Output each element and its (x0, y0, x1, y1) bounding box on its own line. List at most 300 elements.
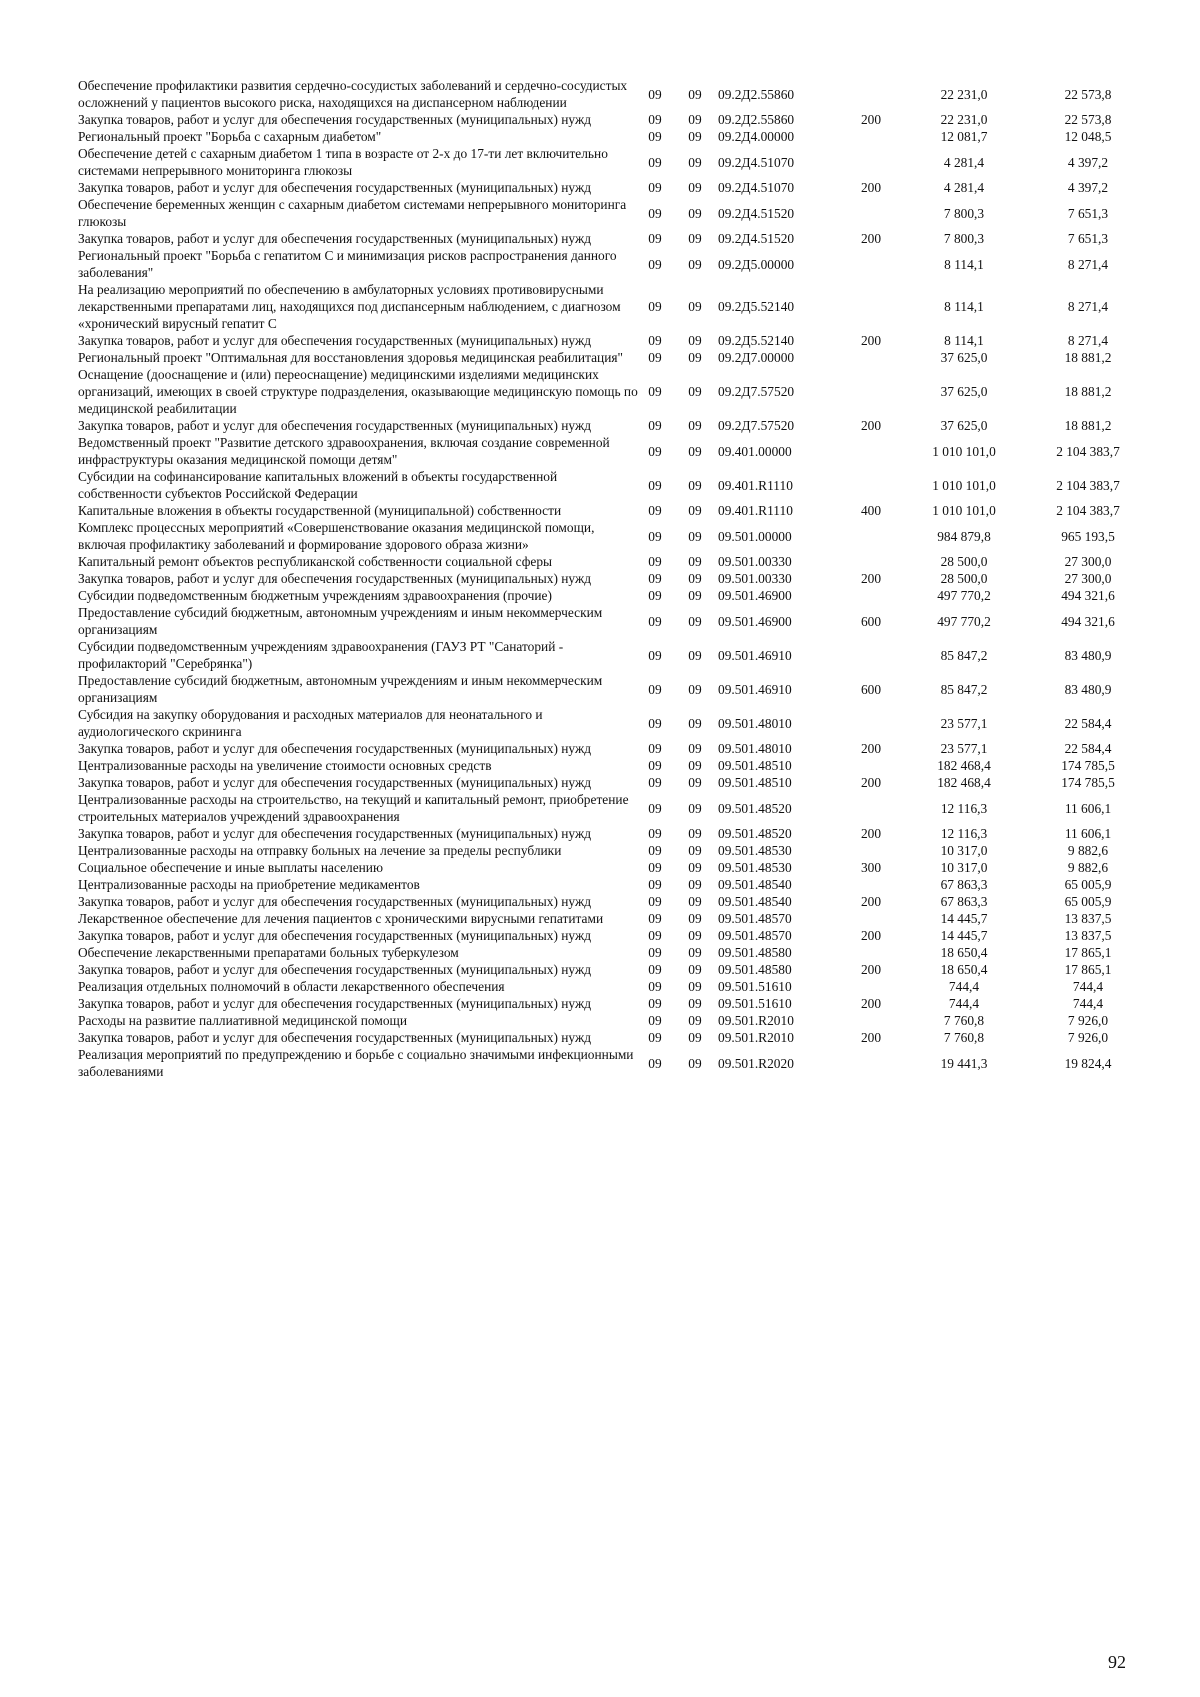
row-target-article: 09.401.00000 (718, 443, 792, 459)
row-subsection: 09 (688, 86, 702, 102)
row-expense-type: 200 (860, 894, 882, 909)
row-subsection: 09 (688, 231, 702, 246)
table-row (78, 1029, 1150, 1046)
row-subsection: 09 (688, 256, 702, 272)
row-subsection: 09 (688, 894, 702, 909)
row-subsection: 09 (688, 554, 702, 569)
row-name: Субсидии подведомственным бюджетным учреждениям здравоохранения (прочие) (78, 588, 552, 603)
table-row (78, 672, 1150, 706)
row-target-article: 09.501.48010 (718, 715, 792, 731)
row-amount-year2: 965 193,5 (1061, 528, 1115, 544)
row-target-article: 09.501.48570 (718, 911, 792, 926)
row-section: 09 (648, 741, 662, 756)
row-amount-year1: 497 770,2 (937, 588, 991, 603)
row-name: Закупка товаров, работ и услуг для обеспечения государственных (муниципальных) нужд (78, 112, 592, 127)
row-amount-year1: 8 114,1 (944, 299, 984, 314)
row-subsection: 09 (688, 877, 702, 892)
budget-table-body (78, 77, 1150, 1080)
row-subsection: 09 (688, 443, 702, 459)
row-amount-year2: 11 606,1 (1064, 826, 1112, 841)
row-subsection: 09 (688, 180, 702, 195)
row-section: 09 (648, 256, 662, 272)
row-section: 09 (648, 1055, 662, 1071)
row-amount-year2: 27 300,0 (1064, 554, 1112, 569)
table-row (78, 145, 1150, 179)
row-target-article: 09.401.R1110 (718, 477, 793, 493)
row-target-article: 09.2Д5.52140 (718, 333, 795, 348)
row-amount-year1: 744,4 (948, 979, 980, 994)
row-target-article: 09.501.00000 (718, 528, 792, 544)
row-expense-type (840, 349, 902, 366)
row-target-article: 09.2Д4.51070 (718, 180, 795, 195)
row-section: 09 (648, 384, 662, 399)
row-section: 09 (648, 333, 662, 348)
table-row (78, 366, 1150, 417)
row-subsection: 09 (688, 945, 702, 960)
row-name: Региональный проект "Борьба с гепатитом С и минимизация рисков распространения данного заболевания" (78, 248, 617, 280)
row-expense-type: 200 (860, 1030, 882, 1045)
row-amount-year1: 19 441,3 (940, 1055, 988, 1071)
row-target-article: 09.501.46910 (718, 647, 792, 663)
row-target-article: 09.501.00330 (718, 571, 792, 586)
row-expense-type (840, 468, 902, 502)
row-amount-year1: 12 081,7 (940, 129, 988, 144)
row-subsection: 09 (688, 528, 702, 544)
table-row (78, 944, 1150, 961)
row-amount-year2: 2 104 383,7 (1056, 477, 1120, 493)
row-name: Капитальный ремонт объектов республиканской собственности социальной сферы (78, 554, 553, 569)
row-expense-type: 200 (860, 333, 882, 348)
row-amount-year2: 11 606,1 (1064, 800, 1112, 816)
row-expense-type (840, 757, 902, 774)
row-expense-type: 200 (860, 112, 882, 127)
row-target-article: 09.501.46910 (718, 681, 792, 697)
row-target-article: 09.501.46900 (718, 588, 792, 603)
row-target-article: 09.2Д4.51520 (718, 205, 795, 221)
row-name: Обеспечение беременных женщин с сахарным диабетом системами непрерывного мониторинга глюкозы (78, 197, 627, 229)
row-amount-year1: 182 468,4 (937, 775, 991, 790)
table-row (78, 791, 1150, 825)
row-amount-year2: 22 573,8 (1064, 86, 1112, 102)
row-name: Закупка товаров, работ и услуг для обеспечения государственных (муниципальных) нужд (78, 996, 592, 1011)
row-amount-year2: 2 104 383,7 (1056, 503, 1120, 518)
row-target-article: 09.2Д7.57520 (718, 418, 795, 433)
row-expense-type (840, 128, 902, 145)
table-row (78, 961, 1150, 978)
row-amount-year2: 22 573,8 (1064, 112, 1112, 127)
row-subsection: 09 (688, 129, 702, 144)
row-amount-year1: 28 500,0 (940, 571, 988, 586)
row-amount-year1: 28 500,0 (940, 554, 988, 569)
table-row (78, 740, 1150, 757)
row-name: Лекарственное обеспечение для лечения пациентов с хроническими вирусными гепатитами (78, 911, 604, 926)
row-subsection: 09 (688, 843, 702, 858)
row-name: Субсидии на софинансирование капитальных вложений в объекты государственной собственности субъектов Российской Федерации (78, 469, 558, 501)
row-subsection: 09 (688, 205, 702, 221)
row-target-article: 09.501.48520 (718, 826, 792, 841)
row-subsection: 09 (688, 1030, 702, 1045)
row-expense-type: 200 (860, 826, 882, 841)
row-subsection: 09 (688, 911, 702, 926)
table-row (78, 247, 1150, 281)
row-amount-year2: 2 104 383,7 (1056, 443, 1120, 459)
row-amount-year2: 65 005,9 (1064, 894, 1112, 909)
row-expense-type: 200 (860, 741, 882, 756)
row-subsection: 09 (688, 503, 702, 518)
row-name: Субсидия на закупку оборудования и расходных материалов для неонатального и аудиологического скрининга (78, 707, 543, 739)
row-section: 09 (648, 962, 662, 977)
table-row (78, 434, 1150, 468)
row-section: 09 (648, 554, 662, 569)
table-row (78, 859, 1150, 876)
row-amount-year2: 12 048,5 (1064, 129, 1112, 144)
row-name: Централизованные расходы на приобретение медикаментов (78, 877, 420, 892)
page-number: 92 (1108, 1652, 1126, 1672)
row-name: Закупка товаров, работ и услуг для обеспечения государственных (муниципальных) нужд (78, 418, 592, 433)
row-expense-type (840, 587, 902, 604)
row-section: 09 (648, 826, 662, 841)
row-amount-year1: 18 650,4 (940, 945, 988, 960)
table-row (78, 774, 1150, 791)
row-amount-year1: 85 847,2 (940, 681, 988, 697)
row-expense-type: 200 (860, 996, 882, 1011)
row-amount-year2: 18 881,2 (1064, 350, 1112, 365)
row-expense-type (840, 978, 902, 995)
row-subsection: 09 (688, 775, 702, 790)
table-row (78, 825, 1150, 842)
row-name: Обеспечение лекарственными препаратами больных туберкулезом (78, 945, 459, 960)
row-section: 09 (648, 1013, 662, 1028)
row-amount-year1: 67 863,3 (940, 894, 988, 909)
row-expense-type: 200 (860, 928, 882, 943)
row-subsection: 09 (688, 588, 702, 603)
row-amount-year2: 19 824,4 (1064, 1055, 1112, 1071)
row-target-article: 09.501.48530 (718, 860, 792, 875)
row-expense-type (840, 842, 902, 859)
row-target-article: 09.501.00330 (718, 554, 792, 569)
row-name: Обеспечение детей с сахарным диабетом 1 типа в возрасте от 2-х до 17-ти лет включительно системами непрерывного мониторинга глюкозы (78, 146, 608, 178)
row-amount-year1: 37 625,0 (940, 350, 988, 365)
row-subsection: 09 (688, 154, 702, 170)
row-name: Реализация мероприятий по предупреждению и борьбе с социально значимыми инфекционными заболеваниями (78, 1047, 634, 1079)
row-target-article: 09.2Д5.00000 (718, 256, 795, 272)
row-amount-year1: 14 445,7 (940, 911, 988, 926)
row-subsection: 09 (688, 928, 702, 943)
row-expense-type (840, 553, 902, 570)
row-expense-type: 600 (860, 613, 882, 629)
row-name: Реализация отдельных полномочий в области лекарственного обеспечения (78, 979, 505, 994)
row-expense-type: 600 (860, 681, 882, 697)
row-expense-type: 200 (860, 962, 882, 977)
table-row (78, 587, 1150, 604)
row-amount-year1: 12 116,3 (940, 826, 988, 841)
row-name: Субсидии подведомственным учреждениям здравоохранения (ГАУЗ РТ "Санаторий - профилакторий "Серебрянка") (78, 639, 564, 671)
row-amount-year2: 494 321,6 (1061, 613, 1115, 629)
row-amount-year1: 1 010 101,0 (932, 477, 996, 493)
row-subsection: 09 (688, 350, 702, 365)
row-amount-year2: 174 785,5 (1061, 758, 1115, 773)
row-subsection: 09 (688, 333, 702, 348)
row-amount-year1: 7 800,3 (943, 205, 985, 221)
row-amount-year1: 37 625,0 (940, 384, 988, 399)
row-target-article: 09.2Д4.51070 (718, 154, 795, 170)
row-name: Закупка товаров, работ и услуг для обеспечения государственных (муниципальных) нужд (78, 571, 592, 586)
row-section: 09 (648, 418, 662, 433)
row-amount-year2: 13 837,5 (1064, 911, 1112, 926)
row-section: 09 (648, 800, 662, 816)
row-name: Централизованные расходы на увеличение стоимости основных средств (78, 758, 492, 773)
row-expense-type (840, 196, 902, 230)
row-amount-year1: 1 010 101,0 (932, 503, 996, 518)
row-name: Закупка товаров, работ и услуг для обеспечения государственных (муниципальных) нужд (78, 826, 592, 841)
row-amount-year2: 174 785,5 (1061, 775, 1115, 790)
row-subsection: 09 (688, 477, 702, 493)
row-expense-type (840, 876, 902, 893)
row-name: Предоставление субсидий бюджетным, автономным учреждениям и иным некоммерческим организациям (78, 673, 603, 705)
row-name: Обеспечение профилактики развития сердечно-сосудистых заболеваний и сердечно-сосудистых осложнений у пациентов высокого риска, находящихся на диспансерном наблюдении (78, 78, 628, 110)
row-name: Закупка товаров, работ и услуг для обеспечения государственных (муниципальных) нужд (78, 741, 592, 756)
row-name: Закупка товаров, работ и услуг для обеспечения государственных (муниципальных) нужд (78, 333, 592, 348)
row-target-article: 09.501.48580 (718, 945, 792, 960)
row-target-article: 09.501.R2010 (718, 1013, 794, 1028)
row-section: 09 (648, 877, 662, 892)
table-row (78, 893, 1150, 910)
row-amount-year2: 8 271,4 (1067, 299, 1109, 314)
row-subsection: 09 (688, 418, 702, 433)
row-target-article: 09.2Д4.00000 (718, 129, 795, 144)
row-target-article: 09.2Д7.00000 (718, 350, 795, 365)
row-subsection: 09 (688, 860, 702, 875)
row-target-article: 09.501.48540 (718, 877, 792, 892)
row-amount-year1: 7 760,8 (943, 1013, 985, 1028)
row-amount-year2: 83 480,9 (1064, 647, 1112, 663)
row-expense-type (840, 247, 902, 281)
row-amount-year1: 7 760,8 (943, 1030, 985, 1045)
row-subsection: 09 (688, 826, 702, 841)
row-amount-year2: 744,4 (1072, 979, 1104, 994)
table-row (78, 842, 1150, 859)
row-amount-year1: 18 650,4 (940, 962, 988, 977)
row-amount-year2: 9 882,6 (1067, 860, 1109, 875)
row-amount-year1: 22 231,0 (940, 112, 988, 127)
row-section: 09 (648, 528, 662, 544)
row-name: Закупка товаров, работ и услуг для обеспечения государственных (муниципальных) нужд (78, 180, 592, 195)
row-subsection: 09 (688, 299, 702, 314)
row-subsection: 09 (688, 681, 702, 697)
row-target-article: 09.501.48510 (718, 775, 792, 790)
row-expense-type (840, 791, 902, 825)
row-section: 09 (648, 231, 662, 246)
table-row (78, 927, 1150, 944)
row-target-article: 09.501.51610 (718, 979, 792, 994)
row-amount-year2: 13 837,5 (1064, 928, 1112, 943)
row-amount-year1: 7 800,3 (943, 231, 985, 246)
budget-table (78, 77, 1150, 1080)
row-target-article: 09.501.48540 (718, 894, 792, 909)
table-row (78, 230, 1150, 247)
row-section: 09 (648, 588, 662, 603)
row-section: 09 (648, 945, 662, 960)
row-amount-year1: 497 770,2 (937, 613, 991, 629)
row-subsection: 09 (688, 979, 702, 994)
row-target-article: 09.2Д4.51520 (718, 231, 795, 246)
row-target-article: 09.401.R1110 (718, 503, 793, 518)
row-section: 09 (648, 647, 662, 663)
row-name: Закупка товаров, работ и услуг для обеспечения государственных (муниципальных) нужд (78, 775, 592, 790)
row-amount-year2: 83 480,9 (1064, 681, 1112, 697)
row-section: 09 (648, 860, 662, 875)
row-target-article: 09.501.R2010 (718, 1030, 794, 1045)
row-subsection: 09 (688, 613, 702, 629)
row-expense-type: 200 (860, 180, 882, 195)
row-section: 09 (648, 443, 662, 459)
row-section: 09 (648, 758, 662, 773)
table-row (78, 281, 1150, 332)
row-expense-type (840, 366, 902, 417)
row-section: 09 (648, 180, 662, 195)
row-subsection: 09 (688, 1013, 702, 1028)
row-target-article: 09.2Д2.55860 (718, 86, 795, 102)
table-row (78, 128, 1150, 145)
row-subsection: 09 (688, 800, 702, 816)
row-subsection: 09 (688, 1055, 702, 1071)
table-row (78, 553, 1150, 570)
row-amount-year1: 23 577,1 (940, 715, 988, 731)
table-row (78, 332, 1150, 349)
row-expense-type (840, 145, 902, 179)
row-name: Закупка товаров, работ и услуг для обеспечения государственных (муниципальных) нужд (78, 962, 592, 977)
table-row (78, 995, 1150, 1012)
row-target-article: 09.501.48530 (718, 843, 792, 858)
row-amount-year2: 65 005,9 (1064, 877, 1112, 892)
table-row (78, 1012, 1150, 1029)
row-section: 09 (648, 715, 662, 731)
row-target-article: 09.501.48580 (718, 962, 792, 977)
row-subsection: 09 (688, 384, 702, 399)
row-section: 09 (648, 503, 662, 518)
row-section: 09 (648, 996, 662, 1011)
table-row (78, 111, 1150, 128)
row-section: 09 (648, 979, 662, 994)
row-expense-type (840, 434, 902, 468)
row-amount-year1: 8 114,1 (944, 256, 984, 272)
row-target-article: 09.2Д5.52140 (718, 299, 795, 314)
row-section: 09 (648, 894, 662, 909)
row-amount-year1: 22 231,0 (940, 86, 988, 102)
row-section: 09 (648, 843, 662, 858)
budget-document (78, 77, 1150, 1080)
table-row (78, 179, 1150, 196)
row-subsection: 09 (688, 112, 702, 127)
row-expense-type: 400 (860, 503, 882, 518)
row-name: Централизованные расходы на строительство, на текущий и капитальный ремонт, приобретение строительных материалов учреждений здравоохранения (78, 792, 629, 824)
table-row (78, 196, 1150, 230)
row-target-article: 09.2Д2.55860 (718, 112, 795, 127)
row-expense-type: 200 (860, 231, 882, 246)
row-name: Социальное обеспечение и иные выплаты населению (78, 860, 383, 875)
row-expense-type (840, 1012, 902, 1029)
table-row (78, 468, 1150, 502)
row-section: 09 (648, 681, 662, 697)
row-section: 09 (648, 112, 662, 127)
row-name: Региональный проект "Оптимальная для восстановления здоровья медицинская реабилитация" (78, 350, 623, 365)
row-amount-year2: 22 584,4 (1064, 741, 1112, 756)
row-expense-type (840, 910, 902, 927)
row-name: Закупка товаров, работ и услуг для обеспечения государственных (муниципальных) нужд (78, 894, 592, 909)
row-section: 09 (648, 299, 662, 314)
table-row (78, 570, 1150, 587)
row-amount-year2: 494 321,6 (1061, 588, 1115, 603)
row-subsection: 09 (688, 715, 702, 731)
row-amount-year2: 17 865,1 (1064, 962, 1112, 977)
table-row (78, 519, 1150, 553)
row-target-article: 09.501.46900 (718, 613, 792, 629)
row-amount-year2: 7 651,3 (1067, 205, 1109, 221)
row-name: Закупка товаров, работ и услуг для обеспечения государственных (муниципальных) нужд (78, 928, 592, 943)
table-row (78, 876, 1150, 893)
row-section: 09 (648, 928, 662, 943)
row-section: 09 (648, 86, 662, 102)
row-expense-type: 300 (860, 860, 882, 875)
row-target-article: 09.501.48510 (718, 758, 792, 773)
row-amount-year1: 182 468,4 (937, 758, 991, 773)
table-row (78, 77, 1150, 111)
table-row (78, 417, 1150, 434)
row-amount-year2: 27 300,0 (1064, 571, 1112, 586)
row-target-article: 09.501.51610 (718, 996, 792, 1011)
row-amount-year2: 4 397,2 (1067, 154, 1109, 170)
row-expense-type (840, 519, 902, 553)
table-row (78, 757, 1150, 774)
row-target-article: 09.501.R2020 (718, 1055, 794, 1071)
row-name: На реализацию мероприятий по обеспечению в амбулаторных условиях противовирусными лекарственными препаратами лиц, находящихся под диспансерным наблюдением, с диагнозом «хронический вирусный гепатит С (78, 282, 621, 331)
row-target-article: 09.2Д7.57520 (718, 384, 795, 399)
row-amount-year2: 17 865,1 (1064, 945, 1112, 960)
row-amount-year1: 10 317,0 (940, 860, 988, 875)
row-name: Предоставление субсидий бюджетным, автономным учреждениям и иным некоммерческим организациям (78, 605, 603, 637)
row-expense-type (840, 1046, 902, 1080)
row-amount-year2: 7 651,3 (1067, 231, 1109, 246)
row-amount-year1: 67 863,3 (940, 877, 988, 892)
row-name: Ведомственный проект "Развитие детского здравоохранения, включая создание современной инфраструктуры оказания медицинской помощи детям" (78, 435, 610, 467)
row-name: Закупка товаров, работ и услуг для обеспечения государственных (муниципальных) нужд (78, 231, 592, 246)
row-section: 09 (648, 350, 662, 365)
row-amount-year1: 4 281,4 (943, 154, 985, 170)
row-expense-type: 200 (860, 418, 882, 433)
row-section: 09 (648, 775, 662, 790)
row-name: Региональный проект "Борьба с сахарным диабетом" (78, 129, 382, 144)
table-row (78, 502, 1150, 519)
row-amount-year1: 744,4 (948, 996, 980, 1011)
row-target-article: 09.501.48010 (718, 741, 792, 756)
row-amount-year2: 18 881,2 (1064, 418, 1112, 433)
table-row (78, 638, 1150, 672)
row-amount-year1: 14 445,7 (940, 928, 988, 943)
row-subsection: 09 (688, 996, 702, 1011)
row-subsection: 09 (688, 741, 702, 756)
row-name: Оснащение (дооснащение и (или) переоснащение) медицинскими изделиями медицинских организаций, имеющих в своей структуре подразделения, оказывающие медицинскую помощь по медицинской реабилитации (78, 367, 638, 416)
row-name: Закупка товаров, работ и услуг для обеспечения государственных (муниципальных) нужд (78, 1030, 592, 1045)
table-row (78, 604, 1150, 638)
row-amount-year2: 22 584,4 (1064, 715, 1112, 731)
row-section: 09 (648, 1030, 662, 1045)
row-amount-year2: 7 926,0 (1067, 1030, 1109, 1045)
row-expense-type (840, 638, 902, 672)
table-row (78, 1046, 1150, 1080)
table-row (78, 978, 1150, 995)
row-section: 09 (648, 477, 662, 493)
row-amount-year1: 4 281,4 (943, 180, 985, 195)
